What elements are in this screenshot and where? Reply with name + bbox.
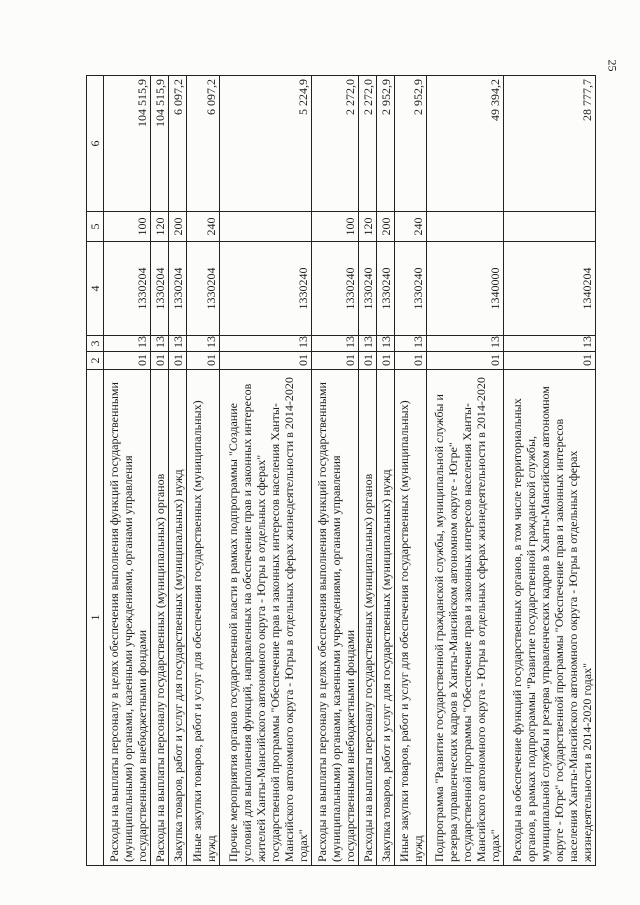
row-section: 01	[504, 352, 596, 370]
header-cell-name: 1	[87, 370, 104, 866]
row-name: Расходы на выплаты персоналу государственных (муниципальных) органов	[151, 370, 169, 866]
row-section: 01	[151, 352, 169, 370]
row-expense-type	[219, 212, 311, 242]
row-subsection: 13	[219, 336, 311, 352]
row-subsection: 13	[376, 336, 394, 352]
table-row	[358, 76, 376, 866]
row-target-article: 1330240	[376, 242, 394, 336]
row-expense-type: 240	[394, 212, 427, 242]
row-section: 01	[311, 352, 358, 370]
table-row	[169, 76, 187, 866]
row-name: Расходы на выплаты персоналу в целях обеспечения выполнения функций государственными (муниципальными) органами, казенными учреждениями, органами управления государственными внебюджетными фондами	[311, 370, 358, 866]
row-name: Расходы на выплаты персоналу государственных (муниципальных) органов	[358, 370, 376, 866]
row-section: 01	[376, 352, 394, 370]
table-row	[427, 76, 504, 866]
row-expense-type: 120	[151, 212, 169, 242]
row-target-article: 1330204	[151, 242, 169, 336]
row-subsection: 13	[358, 336, 376, 352]
row-name: Прочие мероприятия органов государственной власти в рамках подпрограммы "Создание условий для выполнения функций, направленных на обеспечение прав и законных интересов жителей Ханты-Мансийского автономного округа - Югры в отдельных сферах" государственной программы "Обеспечение прав и законных интересов населения Ханты-Мансийского автономного округа - Югры в отдельных сферах жизнедеятельности в 2014-2020 годах"	[219, 370, 311, 866]
row-sum: 5 224,9	[219, 76, 311, 212]
header-cell-subsection: 3	[87, 336, 104, 352]
row-subsection: 13	[187, 336, 220, 352]
row-expense-type: 100	[104, 212, 151, 242]
row-sum: 2 272,0	[358, 76, 376, 212]
rotated-page-content	[86, 76, 596, 866]
row-expense-type: 200	[376, 212, 394, 242]
row-expense-type: 100	[311, 212, 358, 242]
row-target-article: 1330240	[358, 242, 376, 336]
row-subsection: 13	[151, 336, 169, 352]
table-row	[104, 76, 151, 866]
table-row	[376, 76, 394, 866]
row-expense-type: 200	[169, 212, 187, 242]
table-row	[504, 76, 596, 866]
row-target-article: 1330240	[219, 242, 311, 336]
row-expense-type	[427, 212, 504, 242]
row-expense-type: 120	[358, 212, 376, 242]
row-sum: 28 777,7	[504, 76, 596, 212]
row-name: Подпрограмма "Развитие государственной гражданской службы, муниципальной службы и резерва управленческих кадров в Ханты-Мансийском автономном округе - Югре" государственной программы "Обеспечение прав и законных интересов населения Ханты-Мансийского автономного округа - Югры в отдельных сферах жизнедеятельности в 2014-2020 годах"	[427, 370, 504, 866]
row-target-article: 1330204	[104, 242, 151, 336]
row-subsection: 13	[104, 336, 151, 352]
row-name: Иные закупки товаров, работ и услуг для обеспечения государственных (муниципальных) нужд	[394, 370, 427, 866]
row-sum: 6 097,2	[169, 76, 187, 212]
row-target-article: 1340000	[427, 242, 504, 336]
row-section: 01	[169, 352, 187, 370]
table-row	[311, 76, 358, 866]
row-name: Расходы на выплаты персоналу в целях обеспечения выполнения функций государственными (муниципальными) органами, казенными учреждениями, органами управления государственными внебюджетными фондами	[104, 370, 151, 866]
row-section: 01	[219, 352, 311, 370]
row-section: 01	[187, 352, 220, 370]
row-section: 01	[427, 352, 504, 370]
row-section: 01	[104, 352, 151, 370]
row-target-article: 1330204	[169, 242, 187, 336]
header-cell-expense-type: 5	[87, 212, 104, 242]
row-target-article: 1330204	[187, 242, 220, 336]
row-name: Закупка товаров, работ и услуг для государственных (муниципальных) нужд	[376, 370, 394, 866]
row-expense-type	[504, 212, 596, 242]
row-sum: 2 272,0	[311, 76, 358, 212]
row-name: Расходы на обеспечение функций государственных органов, в том числе территориальных органов, в рамках подпрограммы "Развитие государственной гражданской службы, муниципальной службы и резерва управленческих кадров в Ханты-Мансийском автономном округе - Югре" государственной программы "Обеспечение прав и законных интересов населения Ханты-Мансийского автономного округа - Югры в отдельных сферах жизнедеятельности в 2014-2020 годах"	[504, 370, 596, 866]
row-sum: 104 515,9	[151, 76, 169, 212]
row-subsection: 13	[394, 336, 427, 352]
row-expense-type: 240	[187, 212, 220, 242]
row-subsection: 13	[311, 336, 358, 352]
row-sum: 2 952,9	[394, 76, 427, 212]
row-sum: 2 952,9	[376, 76, 394, 212]
header-cell-sum: 6	[87, 76, 104, 212]
table-row	[394, 76, 427, 866]
row-target-article: 1330240	[394, 242, 427, 336]
row-subsection: 13	[169, 336, 187, 352]
table-header-row	[87, 76, 104, 866]
row-section: 01	[358, 352, 376, 370]
header-cell-target-article: 4	[87, 242, 104, 336]
row-subsection: 13	[427, 336, 504, 352]
table-row	[219, 76, 311, 866]
row-name: Закупка товаров, работ и услуг для государственных (муниципальных) нужд	[169, 370, 187, 866]
row-section: 01	[394, 352, 427, 370]
header-cell-section: 2	[87, 352, 104, 370]
table-row	[151, 76, 169, 866]
row-sum: 49 394,2	[427, 76, 504, 212]
row-subsection: 13	[504, 336, 596, 352]
row-sum: 104 515,9	[104, 76, 151, 212]
row-target-article: 1340204	[504, 242, 596, 336]
table-row	[187, 76, 220, 866]
page-number: 25	[605, 59, 620, 72]
row-target-article: 1330240	[311, 242, 358, 336]
row-sum: 6 097,2	[187, 76, 220, 212]
budget-table	[86, 75, 596, 866]
row-name: Иные закупки товаров, работ и услуг для обеспечения государственных (муниципальных) нужд	[187, 370, 220, 866]
